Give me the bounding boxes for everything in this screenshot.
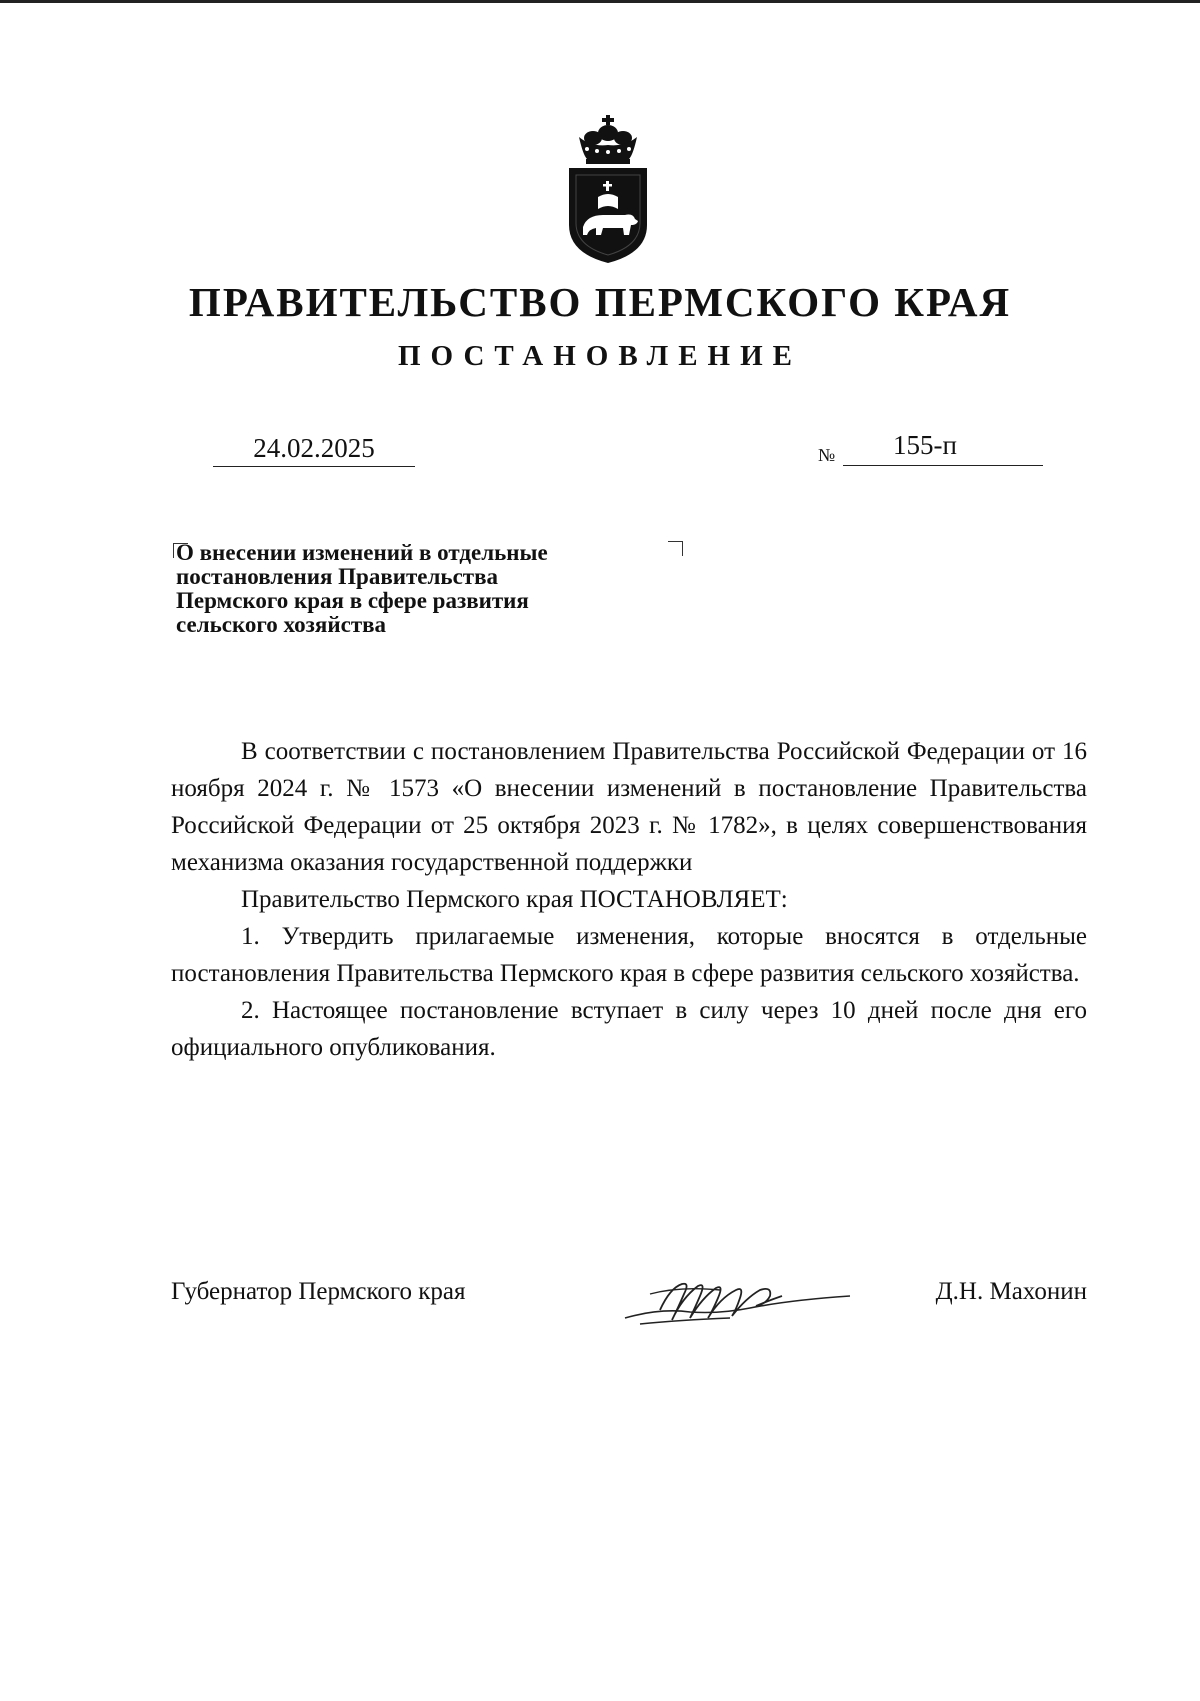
signatory-position: Губернатор Пермского края bbox=[171, 1278, 466, 1305]
document-number-field bbox=[843, 430, 1043, 466]
resolution-statement: Правительство Пермского края ПОСТАНОВЛЯЕТ: bbox=[241, 886, 788, 913]
preamble-paragraph: В соответствии с постановлением Правительства Российской Федерации от 16 ноября 2024 г. № 1573 «О внесении изменений в постановление Правительства Российской Федерации от 25 октября 2023 г. № 1782», в целях совершенствования механизма оказания государственной поддержки bbox=[171, 738, 1087, 876]
page-top-border bbox=[0, 0, 1200, 3]
clause-2: 2. Настоящее постановление вступает в силу через 10 дней после дня его официального опубликования. bbox=[171, 997, 1087, 1061]
clause-1: 1. Утвердить прилагаемые изменения, которые вносятся в отдельные постановления Правительства Пермского края в сфере развития сельского хозяйства. bbox=[171, 923, 1087, 987]
handwritten-signature bbox=[620, 1268, 855, 1333]
subject-line: О внесении изменений в отдельные bbox=[176, 540, 548, 565]
coat-of-arms-icon bbox=[565, 115, 651, 263]
subject-line: сельского хозяйства bbox=[176, 612, 387, 637]
number-sign: № bbox=[818, 445, 836, 465]
subject-line: постановления Правительства bbox=[176, 564, 498, 589]
document-subject bbox=[176, 541, 696, 637]
government-name: ПРАВИТЕЛЬСТВО ПЕРМСКОГО КРАЯ bbox=[188, 279, 1012, 325]
document-number: 155-п bbox=[893, 430, 957, 460]
subject-line: Пермского края в сфере развития bbox=[176, 588, 529, 613]
document-body bbox=[171, 733, 1087, 1066]
document-date: 24.02.2025 bbox=[213, 433, 415, 467]
signer-name: Д.Н. Махонин bbox=[935, 1278, 1087, 1305]
document-type: ПОСТАНОВЛЕНИЕ bbox=[397, 340, 802, 372]
